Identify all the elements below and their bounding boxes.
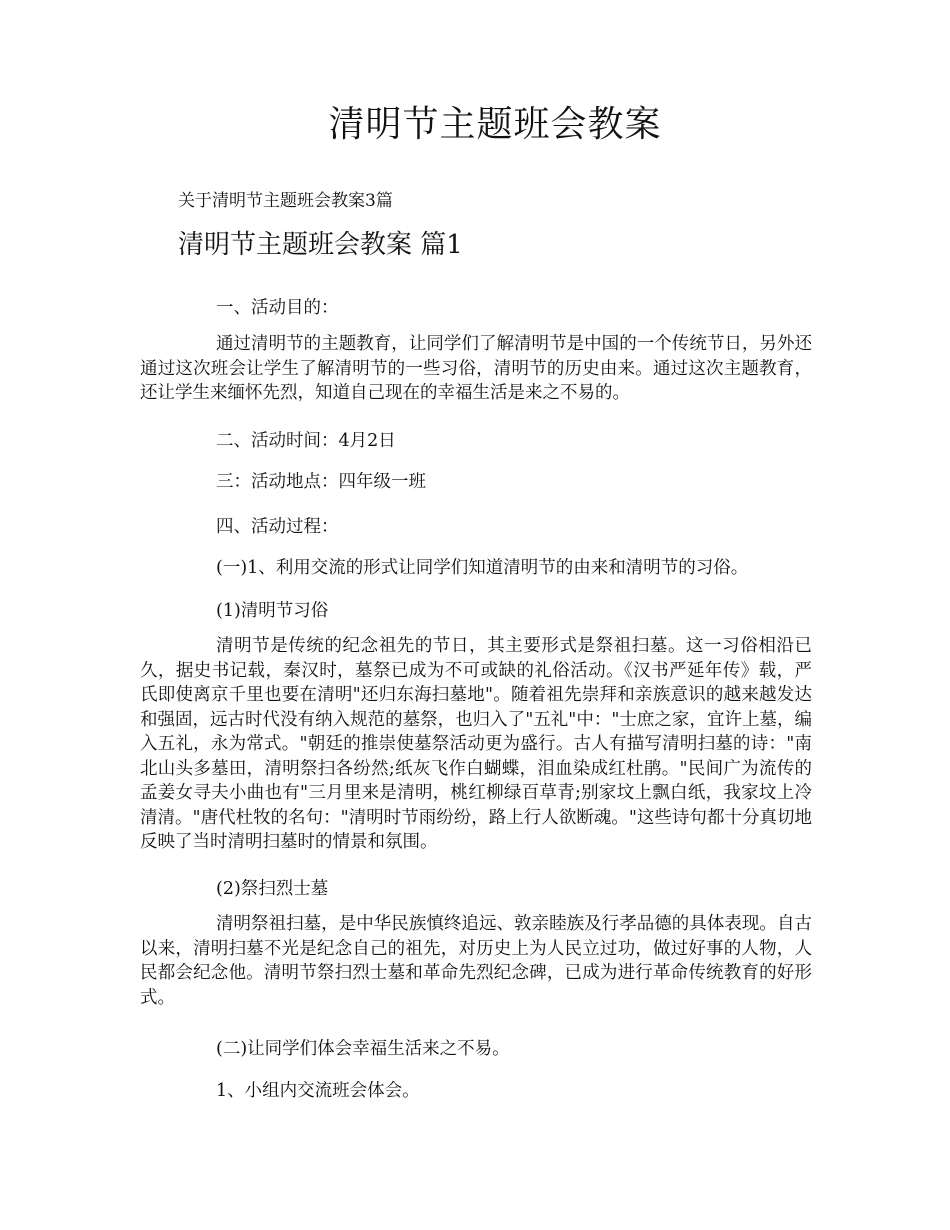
martyr-heading: (2)祭扫烈士墓 [216,879,329,899]
custom-paragraph: 清明节是传统的纪念祖先的节日，其主要形式是祭祖扫墓。这一习俗相沿已久，据史书记载，秦汉时，墓祭已成为不可或缺的礼俗活动。《汉书严延年传》载，严氏即使离京千里也要在清明"还归东海扫墓地"。随着祖先崇拜和亲族意识的越来越发达和强固，远古时代没有纳入规范的墓祭，也归入了"五礼"中："士庶之家，宜许上墓，编入五礼，永为常式。"朝廷的推崇使墓祭活动更为盛行。古人有描写清明扫墓的诗："南北山头多墓田，清明祭扫各纷然;纸灰飞作白蝴蝶，泪血染成红杜鹃。"民间广为流传的孟姜女寻夫小曲也有"三月里来是清明，桃红柳绿百草青;别家坟上飘白纸，我家坟上冷清清。"唐代杜牧的名句："清明时节雨纷纷，路上行人欲断魂。"这些诗句都十分真切地反映了当时清明扫墓时的情景和氛围。 [140,636,812,852]
document-subtitle: 关于清明节主题班会教案3篇 [178,191,393,211]
place-line: 三：活动地点：四年级一班 [216,472,426,492]
document-title: 清明节主题班会教案 [328,104,662,145]
purpose-paragraph: 通过清明节的主题教育，让同学们了解清明节是中国的一个传统节日，另外还通过这次班会让学生了解清明节的一些习俗，清明节的历史由来。通过这次主题教育，还让学生来缅怀先烈，知道自己现在的幸福生活是来之不易的。 [140,334,812,403]
step-one-line: (一)1、利用交流的形式让同学们知道清明节的由来和清明节的习俗。 [216,558,749,578]
martyr-paragraph: 清明祭祖扫墓，是中华民族慎终追远、敦亲睦族及行孝品德的具体表现。自古以来，清明扫墓不光是纪念自己的祖先，对历史上为人民立过功，做过好事的人物，人民都会纪念他。清明节祭扫烈士墓和革命先烈纪念碑，已成为进行革命传统教育的好形式。 [140,914,812,1008]
time-line: 二、活动时间：4月2日 [216,431,396,451]
process-heading: 四、活动过程： [216,517,339,537]
section-heading: 清明节主题班会教案 篇1 [178,230,463,260]
custom-heading: (1)清明节习俗 [216,601,329,621]
purpose-heading: 一、活动目的： [216,298,339,318]
group-line: 1、小组内交流班会体会。 [216,1081,420,1101]
step-two-line: (二)让同学们体会幸福生活来之不易。 [216,1039,510,1059]
